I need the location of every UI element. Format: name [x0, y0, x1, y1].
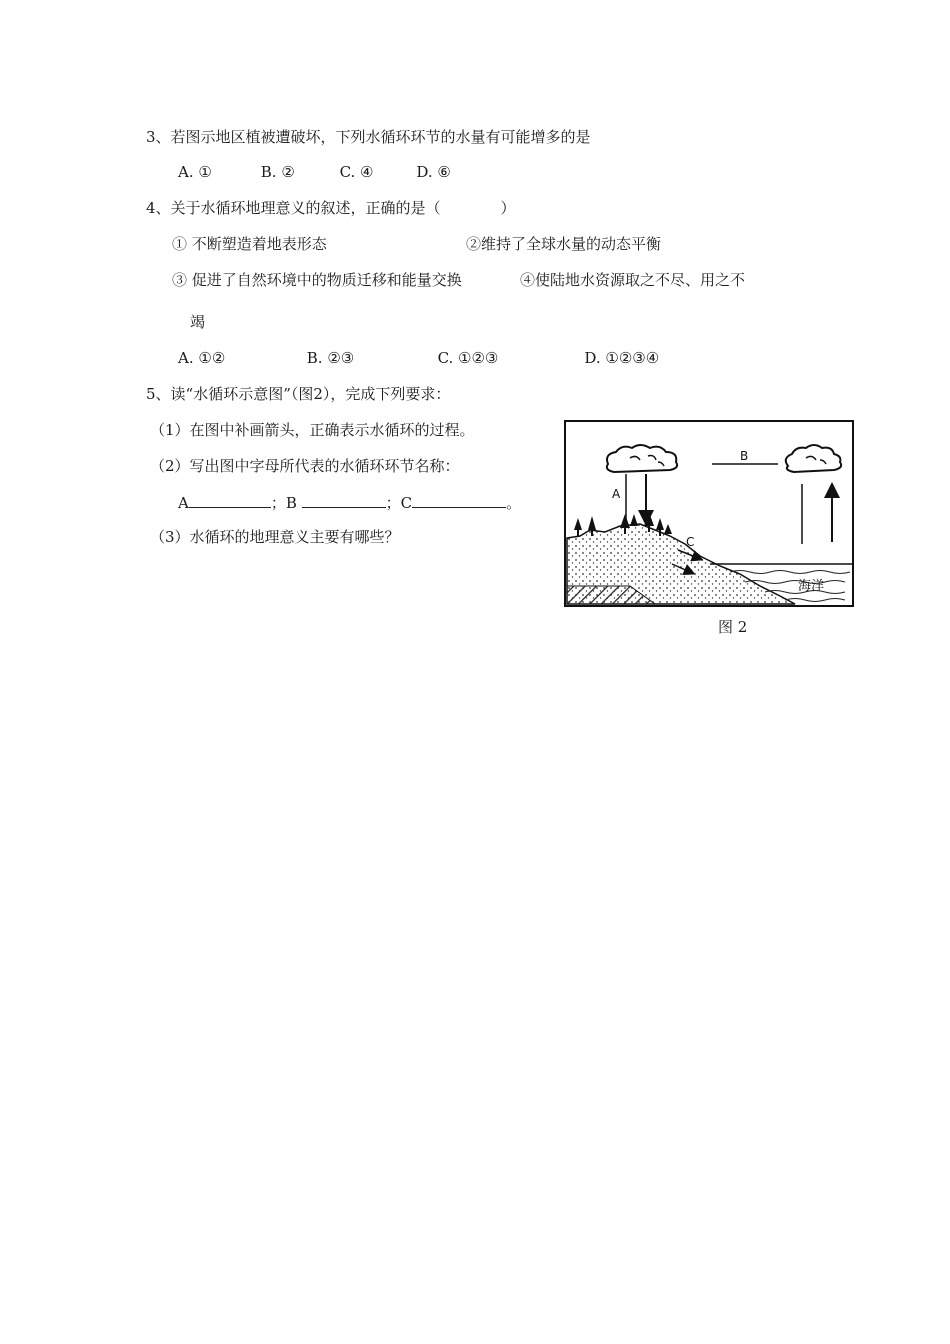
q5-answer-blanks	[178, 493, 521, 513]
ocean-label: 海洋	[798, 579, 825, 594]
q4-statement-3: ③ 促进了自然环境中的物质迁移和能量交换	[172, 271, 462, 289]
q5-part-1: （1）在图中补画箭头，正确表示水循环的过程。	[150, 421, 475, 439]
water-cycle-diagram	[560, 418, 856, 608]
blank-b-label: ；B	[270, 494, 297, 512]
q4-option-a: A. ①②	[178, 349, 226, 367]
question-4-options	[178, 348, 659, 368]
label-b: B	[740, 449, 749, 463]
q4-statement-1: ① 不断塑造着地表形态	[172, 235, 327, 253]
q4-statement-2: ②维持了全球水量的动态平衡	[466, 235, 662, 253]
q4-option-b: B. ②③	[306, 349, 355, 367]
q4-option-c: C. ①②③	[437, 349, 499, 367]
q5-part-2: （2）写出图中字母所代表的水循环环节名称：	[150, 457, 460, 475]
question-5-stem: 5、读“水循环示意图”（图2），完成下列要求：	[146, 385, 451, 403]
q3-option-a: A. ①	[178, 163, 212, 181]
label-a: A	[612, 487, 621, 501]
q4-statement-4: ④使陆地水资源取之不尽、用之不	[520, 271, 746, 289]
blank-c-label: ；C	[385, 494, 413, 512]
q5-part-3: （3）水循环的地理意义主要有哪些？	[150, 528, 400, 546]
q3-option-c: C. ④	[339, 163, 374, 181]
figure-caption: 图 2	[718, 618, 748, 636]
blank-a-field[interactable]	[189, 493, 271, 508]
blank-b-field[interactable]	[302, 493, 386, 508]
q4-statement-4-continued: 竭	[190, 313, 206, 331]
label-c: C	[686, 535, 695, 549]
blank-end: 。	[506, 494, 522, 512]
question-3-stem: 3、若图示地区植被遭破坏，下列水循环环节的水量有可能增多的是	[146, 128, 591, 146]
question-3-options	[178, 162, 451, 182]
blank-c-field[interactable]	[412, 493, 506, 508]
question-4-stem: 4、关于水循环地理意义的叙述，正确的是（ ）	[146, 199, 516, 217]
q3-option-d: D. ⑥	[416, 163, 451, 181]
q3-option-b: B. ②	[260, 163, 295, 181]
blank-a-label: A	[178, 494, 189, 512]
q4-option-d: D. ①②③④	[584, 349, 660, 367]
